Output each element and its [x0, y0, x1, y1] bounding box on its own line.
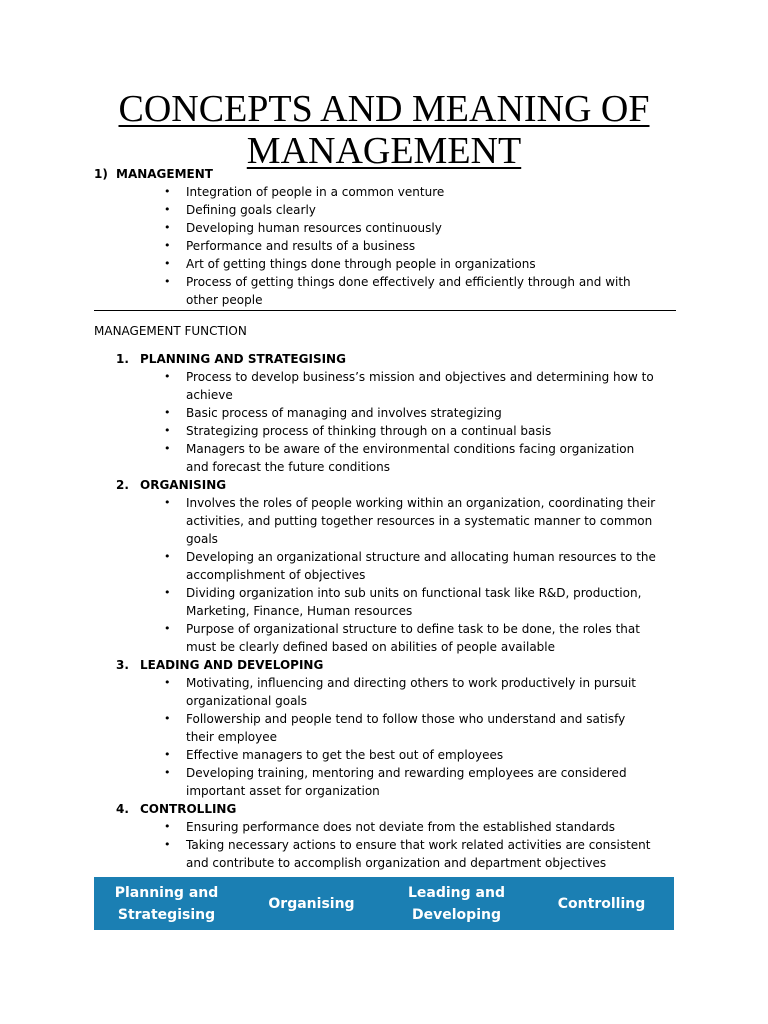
- bullet-icon: •: [164, 622, 171, 635]
- bullet-icon: •: [164, 676, 171, 689]
- bullet-icon: •: [164, 257, 171, 270]
- function-list: [94, 368, 684, 476]
- list-item: • Defining goals clearly: [164, 203, 316, 217]
- bullet-icon: •: [164, 586, 171, 599]
- functions-section: [94, 350, 684, 872]
- bullet-icon: •: [164, 496, 171, 509]
- list-item: • Developing training, mentoring and rewarding employees are considered important asset for organization: [164, 766, 627, 798]
- bullet-icon: •: [164, 820, 171, 833]
- list-item: • Taking necessary actions to ensure that work related activities are consistent and contribute to accomplish organization and department objectives: [164, 838, 651, 870]
- list-item: • Art of getting things done through people in organizations: [164, 257, 536, 271]
- function-list: [94, 674, 684, 800]
- list-item: • Involves the roles of people working within an organization, coordinating their activities, and putting together resources in a systematic manner to common goals: [164, 496, 656, 546]
- function-heading: 3. LEADING AND DEVELOPING: [116, 658, 324, 672]
- list-item: • Effective managers to get the best out of employees: [164, 748, 504, 762]
- list-item: • Performance and results of a business: [164, 239, 416, 253]
- bullet-icon: •: [164, 766, 171, 779]
- function-list: [94, 494, 684, 656]
- function-list: [94, 818, 684, 872]
- list-item: • Process to develop business’s mission and objectives and determining how to achieve: [164, 370, 654, 402]
- function-heading: 4. CONTROLLING: [116, 802, 237, 816]
- bullet-icon: •: [164, 442, 171, 455]
- bullet-icon: •: [164, 424, 171, 437]
- function-heading: 1. PLANNING AND STRATEGISING: [116, 352, 346, 366]
- bullet-icon: •: [164, 221, 171, 234]
- page-title: [0, 88, 768, 172]
- bullet-icon: •: [164, 406, 171, 419]
- section-title: MANAGEMENT: [116, 167, 213, 181]
- list-item: • Developing an organizational structure and allocating human resources to the accomplishment of objectives: [164, 550, 656, 582]
- bullet-icon: •: [164, 748, 171, 761]
- section-heading: [94, 165, 684, 183]
- bullet-icon: •: [164, 275, 171, 288]
- banner-cell-planning: Planning and Strategising: [114, 884, 219, 923]
- functions-heading: MANAGEMENT FUNCTION: [94, 324, 247, 338]
- function-heading: 2. ORGANISING: [116, 478, 227, 492]
- title-line-2: MANAGEMENT: [246, 130, 522, 172]
- horizontal-divider: [94, 310, 676, 311]
- bullet-icon: •: [164, 838, 171, 851]
- list-item: • Strategizing process of thinking through on a continual basis: [164, 424, 552, 438]
- list-item: • Motivating, influencing and directing others to work productively in pursuit organizational goals: [164, 676, 636, 708]
- list-item: • Dividing organization into sub units on functional task like R&D, production, Marketing, Finance, Human resources: [164, 586, 642, 618]
- banner-cell-organising: Organising: [268, 895, 355, 912]
- list-item: • Basic process of managing and involves strategizing: [164, 406, 502, 420]
- list-item: • Integration of people in a common venture: [164, 185, 445, 199]
- list-item: • Developing human resources continuously: [164, 221, 442, 235]
- banner-cell-controlling: Controlling: [557, 895, 646, 912]
- bullet-icon: •: [164, 370, 171, 383]
- management-list: [94, 183, 684, 309]
- title-line-1: CONCEPTS AND MEANING OF: [118, 88, 650, 130]
- list-item: • Followership and people tend to follow those who understand and satisfy their employee: [164, 712, 626, 744]
- list-item: • Managers to be aware of the environmental conditions facing organization and forecast the future conditions: [164, 442, 635, 474]
- bullet-icon: •: [164, 203, 171, 216]
- list-item: • Purpose of organizational structure to define task to be done, the roles that must be clearly defined based on abilities of people available: [164, 622, 640, 654]
- section-number: 1): [94, 167, 108, 181]
- banner-cell-leading: Leading and Developing: [408, 884, 505, 923]
- bullet-icon: •: [164, 712, 171, 725]
- list-item: • Process of getting things done effectively and efficiently through and with other people: [164, 275, 631, 307]
- functions-banner: [94, 877, 674, 930]
- bullet-icon: •: [164, 239, 171, 252]
- bullet-icon: •: [164, 550, 171, 563]
- list-item: • Ensuring performance does not deviate from the established standards: [164, 820, 615, 834]
- section-management: [94, 165, 684, 309]
- bullet-icon: •: [164, 185, 171, 198]
